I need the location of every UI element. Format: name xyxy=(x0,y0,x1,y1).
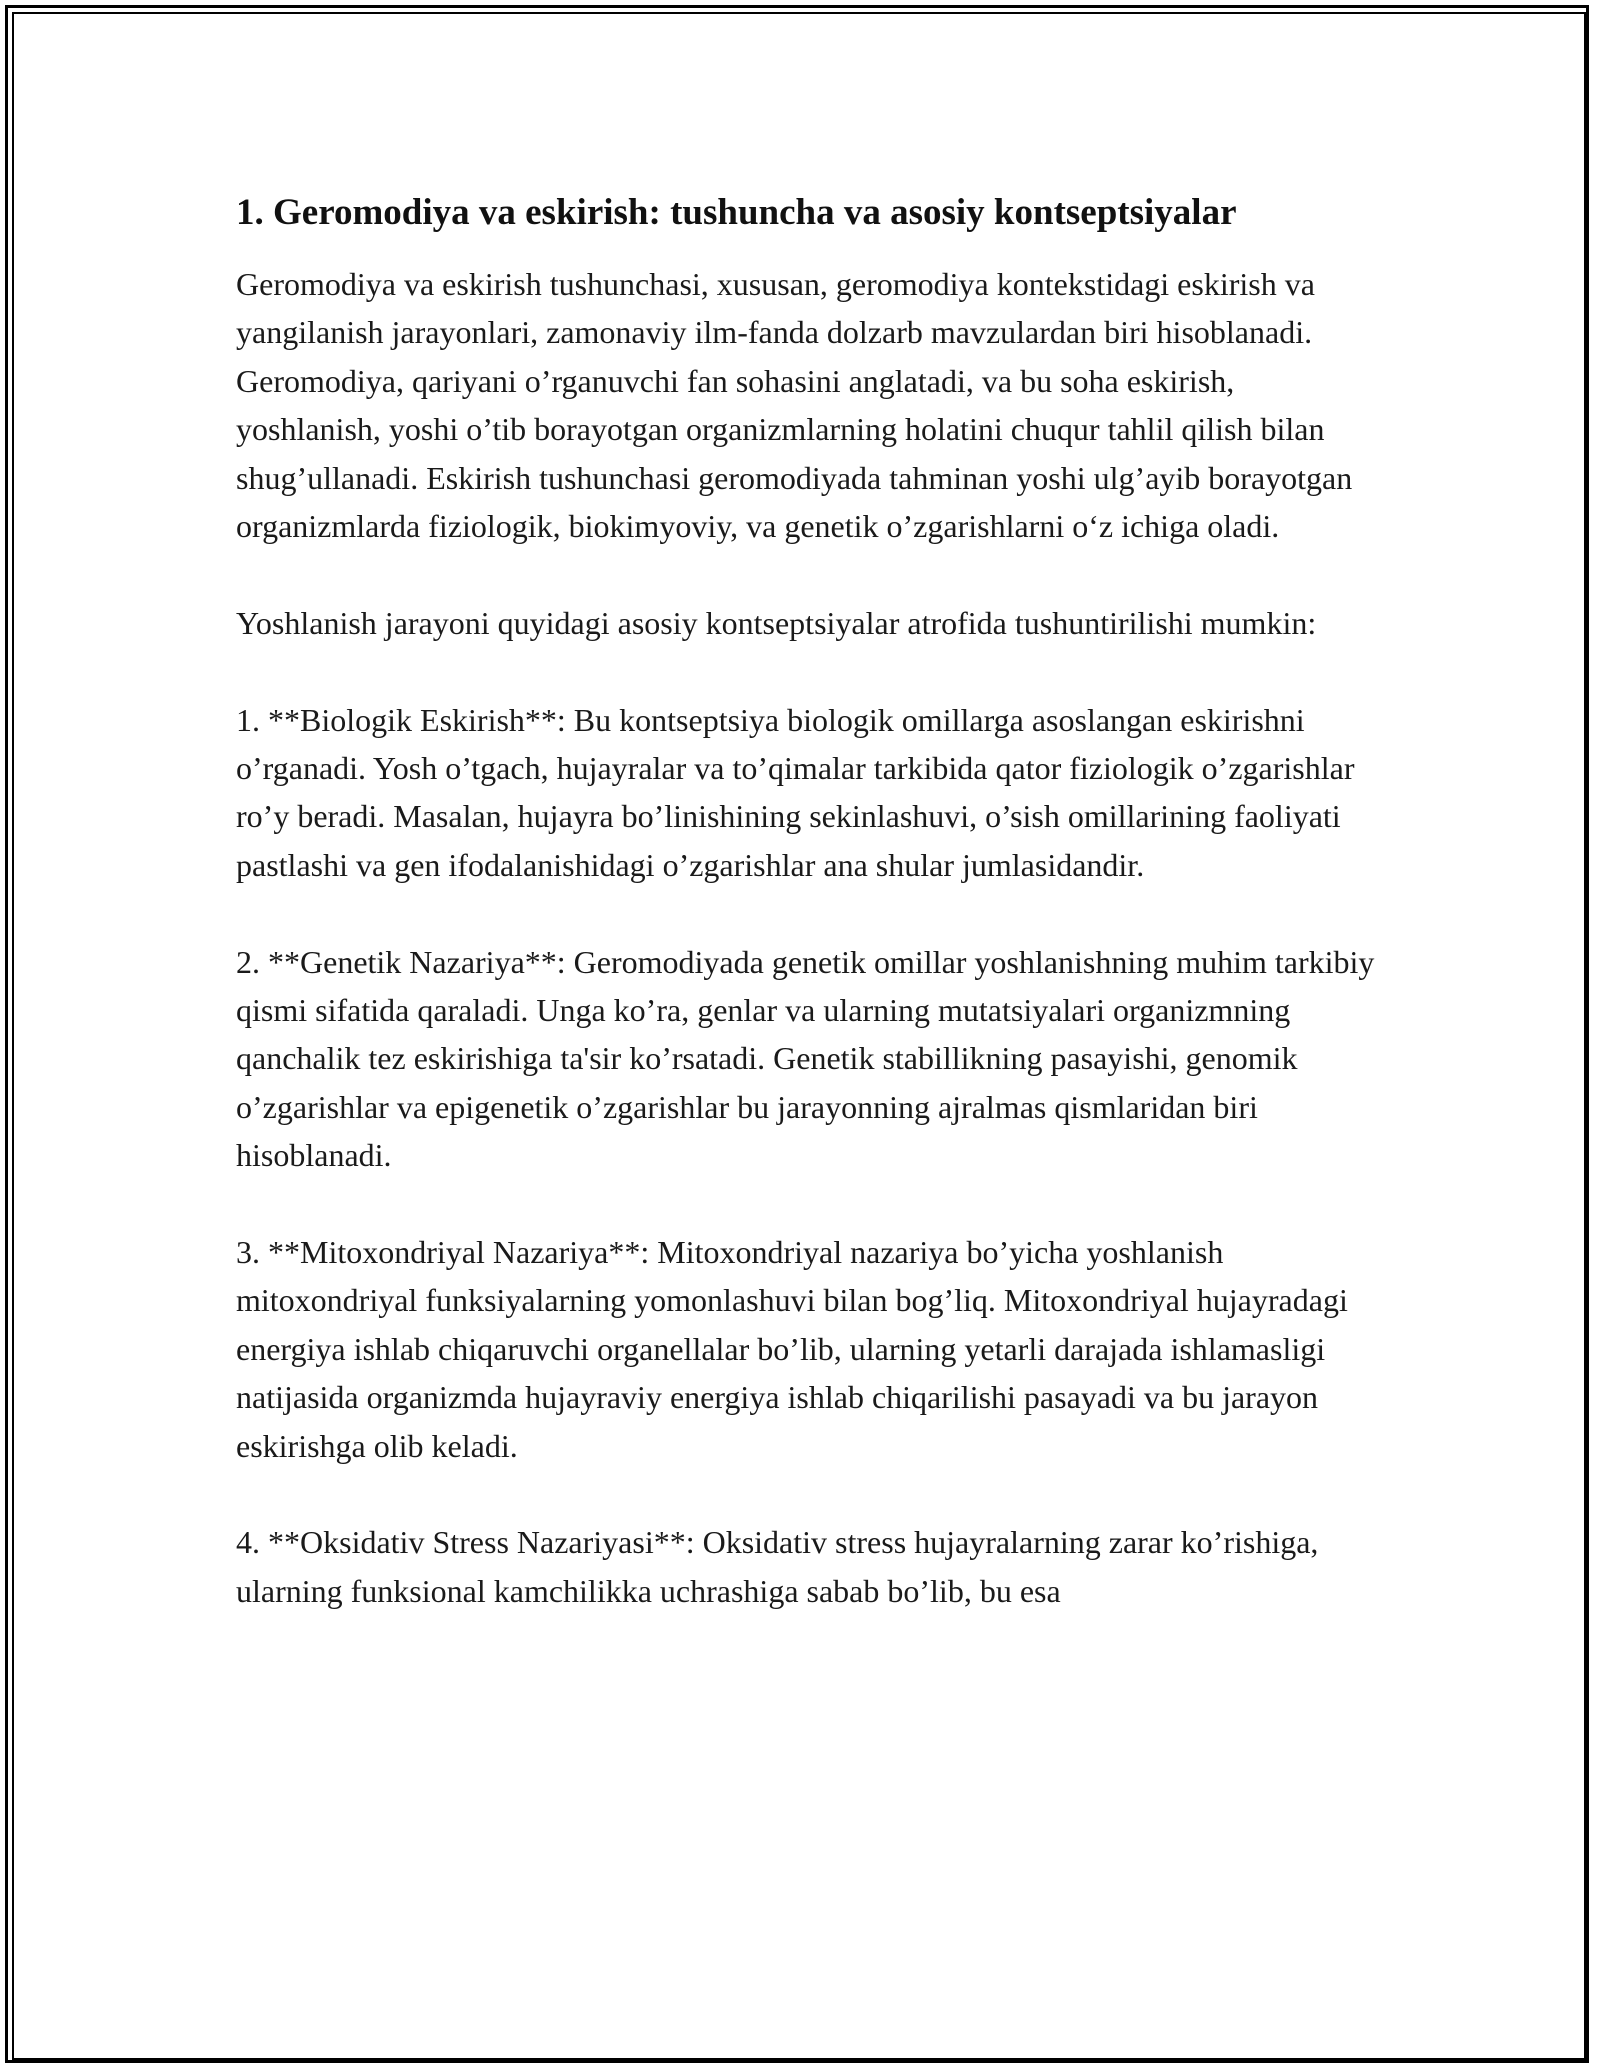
paragraph-intro: Geromodiya va eskirish tushunchasi, xususan, geromodiya kontekstidagi eskirish va yangilanish jarayonlari, zamonaviy ilm-fanda dolzarb mavzulardan biri hisoblanadi. Geromodiya, qariyani o’rganuvchi fan sohasini anglatadi, va bu soha eskirish, yoshlanish, yoshi o’tib borayotgan organizmlarning holatini chuqur tahlil qilish bilan shug’ullanadi. Eskirish tushunchasi geromodiyada tahminan yoshi ulg’ayib borayotgan organizmlarda fiziologik, biokimyoviy, va genetik o’zgarishlarni o‘z ichiga oladi. xyxy=(236,266,1353,545)
paragraph-mitochondrial-theory: 3. **Mitoxondriyal Nazariya**: Mitoxondriyal nazariya bo’yicha yoshlanish mitoxondriyal funksiyalarning yomonlashuvi bilan bog’liq. Mitoxondriyal hujayradagi energiya ishlab chiqaruvchi organellalar bo’lib, ularning yetarli darajada ishlamasligi natijasida organizmda hujayraviy energiya ishlab chiqarilishi pasayadi va bu jarayon eskirishga olib keladi. xyxy=(236,1234,1348,1464)
paragraph-oxidative-stress-theory: 4. **Oksidativ Stress Nazariyasi**: Oksidativ stress hujayralarning zarar ko’rishiga, ularning funksional kamchilikka uchrashiga sabab bo’lib, bu esa xyxy=(236,1524,1319,1609)
paragraph-biological-aging: 1. **Biologik Eskirish**: Bu kontseptsiya biologik omillarga asoslangan eskirishni o’rganadi. Yosh o’tgach, hujayralar va to’qimalar tarkibida qator fiziologik o’zgarishlar ro’y beradi. Masalan, hujayra bo’linishining sekinlashuvi, o’sish omillarining faoliyati pastlashi va gen ifodalanishidagi o’zgarishlar ana shular jumlasidandir. xyxy=(236,701,1355,883)
section-heading: 1. Geromodiya va eskirish: tushuncha va asosiy kontseptsiyalar xyxy=(236,192,1237,233)
document-body xyxy=(236,185,1376,1664)
paragraph-genetic-theory: 2. **Genetik Nazariya**: Geromodiyada genetik omillar yoshlanishning muhim tarkibiy qismi sifatida qaraladi. Unga ko’ra, genlar va ularning mutatsiyalari organizmning qanchalik tez eskirishiga ta'sir ko’rsatadi. Genetik stabillikning pasayishi, genomik o’zgarishlar va epigenetik o’zgarishlar bu jarayonning ajralmas qismlaridan biri hisoblanadi. xyxy=(236,943,1375,1174)
paragraph-concepts-lead: Yoshlanish jarayoni quyidagi asosiy kontseptsiyalar atrofida tushuntirilishi mumkin: xyxy=(236,604,1317,641)
